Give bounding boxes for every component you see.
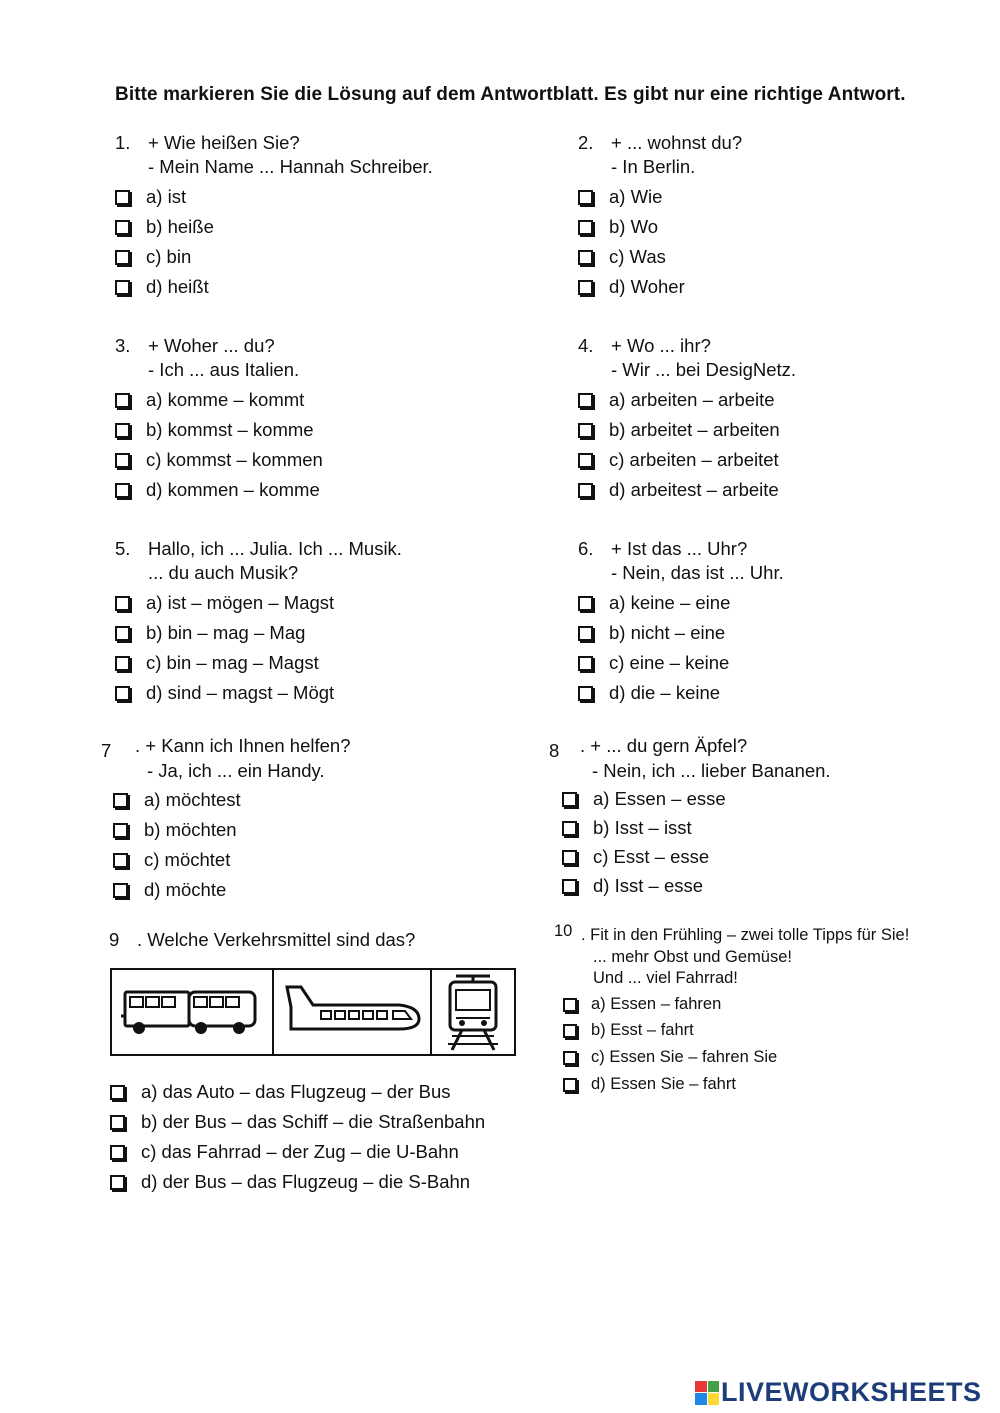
checkbox-icon[interactable]	[563, 1051, 577, 1065]
question-line: ... mehr Obst und Gemüse!	[593, 948, 792, 966]
question-line: Hallo, ich ... Julia. Ich ... Musik.	[148, 538, 402, 559]
liveworksheets-logo	[695, 1377, 982, 1408]
answer-option[interactable]: c) eine – keine	[578, 652, 729, 674]
logo-text: LIVEWORKSHEETS	[721, 1377, 982, 1407]
answer-option[interactable]: d) der Bus – das Flugzeug – die S-Bahn	[110, 1171, 470, 1193]
answer-option[interactable]: c) bin	[115, 246, 191, 268]
question-number: 3.	[115, 335, 131, 356]
question-number: 9	[109, 929, 120, 950]
checkbox-icon[interactable]	[578, 393, 593, 408]
answer-option[interactable]: b) Wo	[578, 216, 658, 238]
tram-icon	[430, 970, 514, 1054]
answer-option[interactable]: c) arbeiten – arbeitet	[578, 449, 779, 471]
answer-option[interactable]: c) das Fahrrad – der Zug – die U-Bahn	[110, 1141, 459, 1163]
answer-option[interactable]: a) Essen – esse	[562, 788, 726, 810]
checkbox-icon[interactable]	[563, 1078, 577, 1092]
answer-option[interactable]: a) ist	[115, 186, 186, 208]
checkbox-icon[interactable]	[115, 483, 130, 498]
checkbox-icon[interactable]	[562, 821, 577, 836]
question-line: + Wo ... ihr?	[611, 335, 711, 356]
vehicle-images	[110, 968, 516, 1056]
checkbox-icon[interactable]	[115, 453, 130, 468]
answer-option[interactable]: a) möchtest	[113, 789, 241, 811]
checkbox-icon[interactable]	[578, 483, 593, 498]
bus-icon	[112, 970, 272, 1054]
checkbox-icon[interactable]	[578, 453, 593, 468]
checkbox-icon[interactable]	[578, 656, 593, 671]
question-number: 7	[101, 740, 112, 761]
answer-option[interactable]: d) möchte	[113, 879, 226, 901]
answer-option[interactable]: d) Woher	[578, 276, 685, 298]
checkbox-icon[interactable]	[110, 1115, 125, 1130]
answer-option[interactable]: c) Was	[578, 246, 666, 268]
question-number: 4.	[578, 335, 594, 356]
answer-option[interactable]: a) Wie	[578, 186, 662, 208]
question-line: Und ... viel Fahrrad!	[593, 969, 738, 987]
answer-option[interactable]: b) möchten	[113, 819, 237, 841]
checkbox-icon[interactable]	[562, 850, 577, 865]
checkbox-icon[interactable]	[578, 250, 593, 265]
question-line: - Nein, ich ... lieber Bananen.	[592, 760, 831, 781]
checkbox-icon[interactable]	[578, 596, 593, 611]
checkbox-icon[interactable]	[113, 853, 128, 868]
checkbox-icon[interactable]	[578, 220, 593, 235]
checkbox-icon[interactable]	[110, 1085, 125, 1100]
checkbox-icon[interactable]	[115, 423, 130, 438]
answer-option[interactable]: b) arbeitet – arbeiten	[578, 419, 780, 441]
checkbox-icon[interactable]	[115, 626, 130, 641]
checkbox-icon[interactable]	[562, 879, 577, 894]
answer-option[interactable]: b) heiße	[115, 216, 214, 238]
answer-option[interactable]: d) kommen – komme	[115, 479, 320, 501]
question-number: 6.	[578, 538, 594, 559]
checkbox-icon[interactable]	[578, 686, 593, 701]
checkbox-icon[interactable]	[563, 1024, 577, 1038]
question-line: - Wir ... bei DesigNetz.	[611, 359, 797, 380]
checkbox-icon[interactable]	[115, 393, 130, 408]
checkbox-icon[interactable]	[115, 280, 130, 295]
answer-option[interactable]: a) komme – kommt	[115, 389, 304, 411]
logo-mark-icon	[695, 1381, 719, 1405]
question-line: . + ... du gern Äpfel?	[580, 735, 748, 756]
checkbox-icon[interactable]	[115, 250, 130, 265]
answer-option[interactable]: b) kommst – komme	[115, 419, 314, 441]
question-line: . + Kann ich Ihnen helfen?	[135, 735, 351, 756]
answer-option[interactable]: c) Esst – esse	[562, 846, 709, 868]
answer-option[interactable]: d) heißt	[115, 276, 209, 298]
answer-option[interactable]: d) Essen Sie – fahrt	[563, 1075, 736, 1094]
answer-option[interactable]: b) bin – mag – Mag	[115, 622, 305, 644]
checkbox-icon[interactable]	[115, 190, 130, 205]
question-line: - Ich ... aus Italien.	[148, 359, 300, 380]
answer-option[interactable]: c) kommst – kommen	[115, 449, 323, 471]
instruction-text: Bitte markieren Sie die Lösung auf dem Antwortblatt. Es gibt nur eine richtige Antwort.	[115, 84, 906, 105]
checkbox-icon[interactable]	[115, 596, 130, 611]
question-line: + Ist das ... Uhr?	[611, 538, 748, 559]
checkbox-icon[interactable]	[110, 1175, 125, 1190]
question-number: 5.	[115, 538, 131, 559]
answer-option[interactable]: b) Esst – fahrt	[563, 1021, 694, 1040]
checkbox-icon[interactable]	[563, 998, 577, 1012]
question-line: - Ja, ich ... ein Handy.	[147, 760, 325, 781]
question-number: 1.	[115, 132, 131, 153]
question-line: . Fit in den Frühling – zwei tolle Tipps für Sie!	[581, 926, 910, 944]
question-number: 2.	[578, 132, 594, 153]
question-line: - Mein Name ... Hannah Schreiber.	[148, 156, 433, 177]
question-number: 10	[554, 922, 573, 940]
checkbox-icon[interactable]	[578, 423, 593, 438]
airplane-icon	[272, 970, 430, 1054]
question-line: - Nein, das ist ... Uhr.	[611, 562, 784, 583]
answer-option[interactable]: a) das Auto – das Flugzeug – der Bus	[110, 1081, 451, 1103]
answer-option[interactable]: c) möchtet	[113, 849, 230, 871]
answer-option[interactable]: a) arbeiten – arbeite	[578, 389, 775, 411]
answer-option[interactable]: c) Essen Sie – fahren Sie	[563, 1048, 777, 1067]
answer-option[interactable]: c) bin – mag – Magst	[115, 652, 319, 674]
answer-option[interactable]: b) nicht – eine	[578, 622, 725, 644]
question-line: + Woher ... du?	[148, 335, 275, 356]
answer-option[interactable]: d) arbeitest – arbeite	[578, 479, 779, 501]
checkbox-icon[interactable]	[115, 686, 130, 701]
question-line: + Wie heißen Sie?	[148, 132, 300, 153]
checkbox-icon[interactable]	[115, 656, 130, 671]
checkbox-icon[interactable]	[562, 792, 577, 807]
answer-option[interactable]: d) sind – magst – Mögt	[115, 682, 334, 704]
answer-option[interactable]: b) der Bus – das Schiff – die Straßenbahn	[110, 1111, 485, 1133]
checkbox-icon[interactable]	[578, 190, 593, 205]
checkbox-icon[interactable]	[578, 280, 593, 295]
question-line: - In Berlin.	[611, 156, 696, 177]
question-line: + ... wohnst du?	[611, 132, 743, 153]
answer-option[interactable]: d) Isst – esse	[562, 875, 703, 897]
checkbox-icon[interactable]	[115, 220, 130, 235]
answer-option[interactable]: b) Isst – isst	[562, 817, 692, 839]
answer-option[interactable]: d) die – keine	[578, 682, 720, 704]
checkbox-icon[interactable]	[110, 1145, 125, 1160]
answer-option[interactable]: a) ist – mögen – Magst	[115, 592, 334, 614]
answer-option[interactable]: a) keine – eine	[578, 592, 730, 614]
answer-option[interactable]: a) Essen – fahren	[563, 995, 721, 1014]
question-number: 8	[549, 740, 560, 761]
checkbox-icon[interactable]	[113, 883, 128, 898]
checkbox-icon[interactable]	[578, 626, 593, 641]
question-line: ... du auch Musik?	[148, 562, 299, 583]
checkbox-icon[interactable]	[113, 823, 128, 838]
checkbox-icon[interactable]	[113, 793, 128, 808]
question-line: . Welche Verkehrsmittel sind das?	[137, 929, 416, 950]
